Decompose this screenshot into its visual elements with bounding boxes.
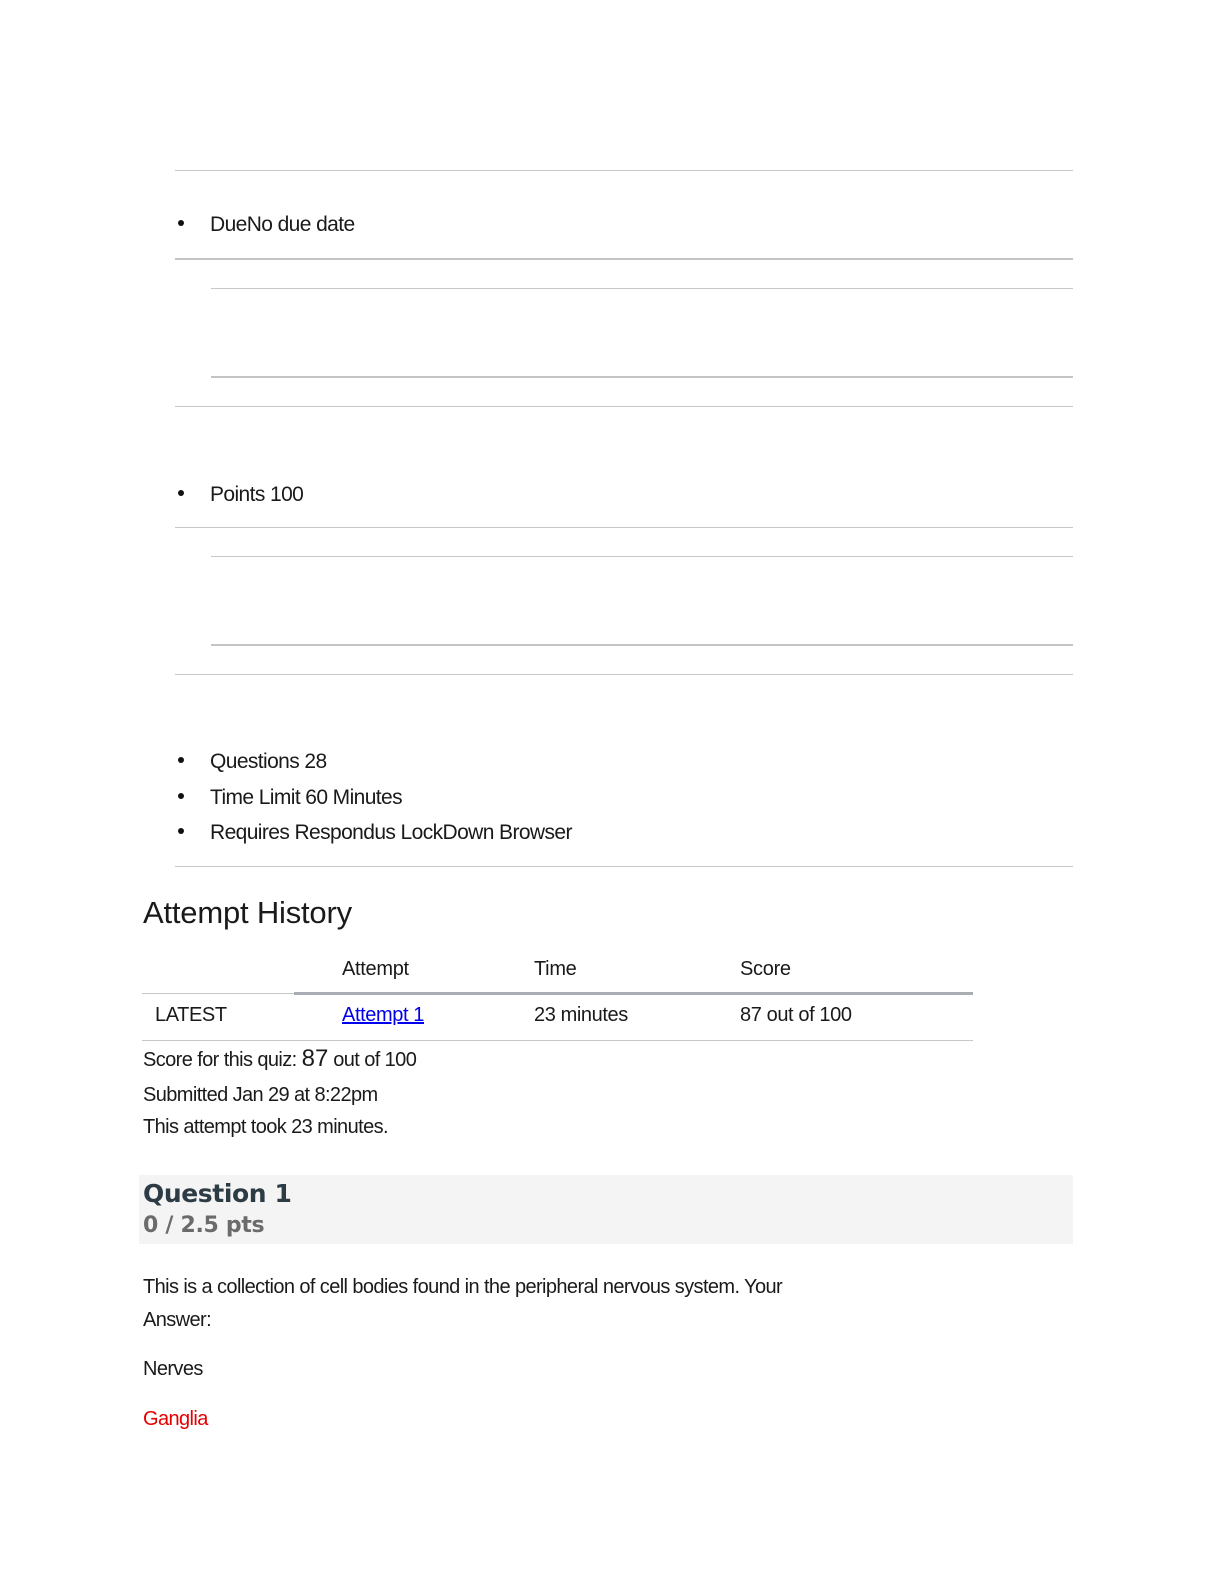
questions-item bbox=[178, 750, 327, 774]
attempt-history-title: Attempt History bbox=[143, 895, 352, 930]
bullet-icon bbox=[178, 828, 184, 834]
header-time: Time bbox=[534, 958, 577, 980]
divider bbox=[175, 258, 1073, 260]
divider bbox=[175, 674, 1073, 675]
bullet-icon bbox=[178, 490, 184, 496]
score-prefix: Score for this quiz: bbox=[143, 1049, 302, 1071]
time-limit-item bbox=[178, 786, 402, 810]
answer-label: Answer: bbox=[143, 1309, 212, 1331]
questions-text: Questions 28 bbox=[210, 750, 327, 773]
time-limit-text: Time Limit 60 Minutes bbox=[210, 786, 403, 809]
score-suffix: out of 100 bbox=[328, 1049, 417, 1071]
due-text: DueNo due date bbox=[210, 213, 355, 236]
divider bbox=[175, 866, 1073, 867]
question-points: 0 / 2.5 pts bbox=[143, 1213, 265, 1238]
lockdown-text: Requires Respondus LockDown Browser bbox=[210, 821, 572, 844]
table-header-divider-left bbox=[142, 993, 294, 994]
table-row-divider bbox=[142, 1040, 973, 1041]
submitted-line: Submitted Jan 29 at 8:22pm bbox=[143, 1084, 378, 1106]
points-text: Points 100 bbox=[210, 483, 304, 506]
bullet-icon bbox=[178, 793, 184, 799]
divider bbox=[211, 556, 1073, 557]
points-item bbox=[178, 483, 303, 507]
header-attempt: Attempt bbox=[342, 958, 409, 980]
attempt-score: 87 out of 100 bbox=[740, 1004, 852, 1026]
header-score: Score bbox=[740, 958, 791, 980]
table-header-divider bbox=[294, 992, 973, 995]
due-item bbox=[178, 213, 355, 237]
divider bbox=[211, 376, 1073, 378]
attempt-time: 23 minutes bbox=[534, 1004, 628, 1026]
score-value: 87 bbox=[301, 1045, 329, 1072]
bullet-icon bbox=[178, 220, 184, 226]
divider bbox=[175, 527, 1073, 528]
answer-option-correct: Ganglia bbox=[143, 1408, 208, 1430]
divider bbox=[175, 170, 1073, 171]
divider bbox=[211, 644, 1073, 646]
bullet-icon bbox=[178, 757, 184, 763]
question-title: Question 1 bbox=[143, 1179, 292, 1208]
attempt-1-link[interactable]: Attempt 1 bbox=[342, 1004, 424, 1026]
question-header bbox=[139, 1175, 1073, 1244]
divider bbox=[175, 406, 1073, 407]
question-text: This is a collection of cell bodies found in the peripheral nervous system. Your bbox=[143, 1276, 783, 1298]
divider bbox=[211, 288, 1073, 289]
latest-label: LATEST bbox=[155, 1004, 227, 1026]
quiz-score-line bbox=[143, 1045, 416, 1073]
answer-option: Nerves bbox=[143, 1358, 203, 1380]
duration-line: This attempt took 23 minutes. bbox=[143, 1116, 388, 1138]
lockdown-item bbox=[178, 821, 572, 845]
